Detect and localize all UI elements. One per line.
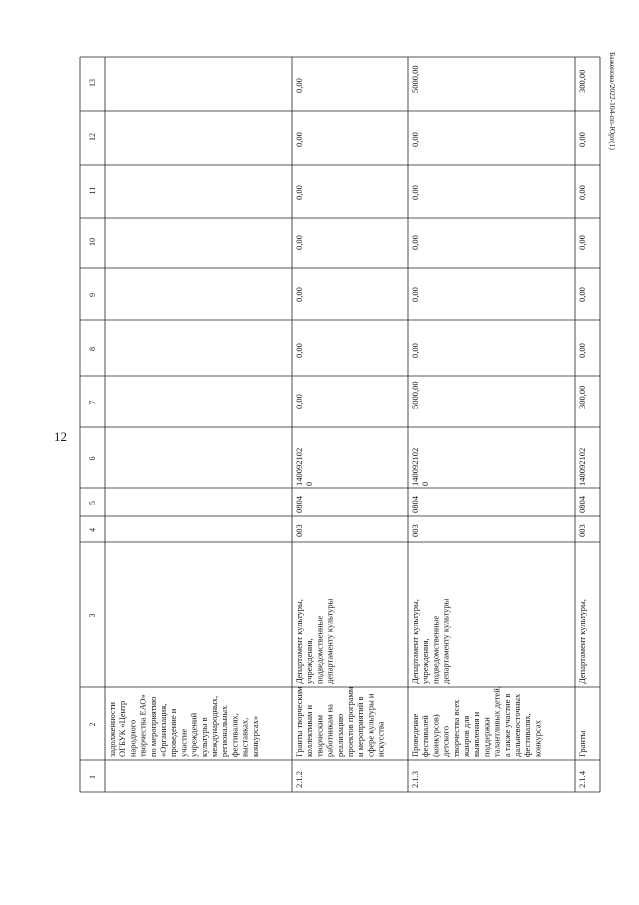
row-amount-c12: 0,00	[294, 132, 304, 147]
row-amount-c12: 0,00	[410, 132, 420, 147]
row-name-line: талантливых детей,	[491, 686, 502, 757]
row-name-line: а также участие в	[501, 693, 512, 757]
column-header-number: 8	[88, 347, 97, 351]
row-name-line: народного	[127, 719, 138, 757]
column-header-number: 4	[88, 528, 97, 532]
column-header-number: 9	[88, 293, 97, 297]
row-executor-line: Департамент культуры,	[410, 599, 420, 684]
row-name-line: международных,	[209, 695, 219, 757]
row-name-line: выставках,	[239, 717, 250, 757]
row-code-target: 140092102	[577, 447, 587, 486]
row-name-line: детского	[440, 725, 451, 757]
row-amount-c13: 5000,00	[410, 65, 420, 93]
page-number: 12	[54, 429, 67, 444]
row-name-line: региональных	[219, 705, 230, 757]
row-amount-c13: 0,00	[294, 78, 304, 93]
column-header-number: 13	[88, 79, 97, 87]
row-amount-c7: 300,00	[577, 385, 587, 409]
row-name-line: конкурсах	[532, 720, 543, 757]
row-name-line: выявления и	[471, 711, 482, 757]
row-name-line: искусства	[375, 721, 386, 757]
footer-document-code: Баженова/2022-104-пп-Юрт(1)	[608, 52, 617, 150]
row-code-gl: 003	[294, 524, 304, 537]
column-header-number: 3	[88, 613, 97, 618]
row-number: 2.1.4	[577, 771, 587, 788]
row-name-line: фестивалей	[420, 715, 431, 757]
row-code-target: 0	[304, 481, 315, 486]
row-name-line: и мероприятий в	[355, 696, 366, 757]
row-name-line: работникам на	[324, 704, 335, 757]
row-name-line: проведение и	[168, 708, 179, 757]
row-amount-c13: 300,00	[577, 69, 587, 93]
column-header-number: 12	[88, 133, 97, 141]
row-amount-c10: 0,00	[410, 235, 420, 250]
row-executor-line: учреждения,	[420, 638, 431, 684]
row-name-line: жанров для	[461, 715, 471, 757]
row-number: 2.1.3	[410, 771, 420, 788]
row-amount-c11: 0,00	[294, 185, 304, 200]
row-name-line: культуры в	[198, 717, 209, 757]
row-name-line: конкурсах»	[249, 715, 260, 757]
row-code-target: 140092102	[410, 447, 420, 486]
row-executor-line: Департамент культуры,	[577, 599, 587, 684]
row-code-section: 0804	[577, 496, 587, 513]
row-executor-line: учреждения,	[304, 638, 315, 684]
row-name-line: ОГБУК «Центр	[117, 700, 128, 757]
row-code-target: 0	[420, 481, 431, 486]
row-name-line: проектов программ	[345, 686, 355, 757]
column-header-number: 2	[88, 722, 97, 727]
row-amount-c12: 0,00	[577, 132, 587, 147]
row-amount-c11: 0,00	[410, 185, 420, 200]
column-header-number: 7	[88, 400, 97, 405]
row-amount-c9: 0,00	[577, 287, 587, 302]
column-header-number: 5	[88, 501, 97, 505]
row-name-line: творчества ЕАО»	[137, 694, 148, 757]
row-amount-c10: 0,00	[294, 235, 304, 250]
row-name-line: по мероприятию	[147, 696, 158, 757]
column-header-number: 10	[88, 238, 97, 246]
row-code-section: 0804	[294, 496, 304, 513]
row-name-line: Проведение	[410, 713, 420, 757]
row-executor-line: департаменту культуры	[440, 598, 451, 684]
row-number: 2.1.2	[294, 771, 304, 788]
row-name-line: фестивалях,	[229, 713, 240, 757]
row-name-line: сфере культуры и	[365, 693, 376, 757]
row-amount-c9: 0,00	[294, 287, 304, 302]
row-amount-c9: 0,00	[410, 287, 420, 302]
row-name-line: творческим	[314, 714, 325, 757]
row-executor-line: подведомственные	[314, 615, 325, 684]
row-name-line: творчества всех	[450, 699, 461, 757]
row-name-line: коллективам и	[304, 704, 315, 757]
column-header-number: 6	[88, 456, 97, 461]
row-amount-c10: 0,00	[577, 235, 587, 250]
row-name-line: «Организация,	[158, 703, 168, 757]
row-name-line: Гранты	[577, 730, 587, 757]
row-amount-c8: 0,00	[294, 343, 304, 358]
row-code-gl: 003	[410, 524, 420, 537]
row-executor-line: подведомственные	[430, 615, 441, 684]
row-code-gl: 003	[577, 524, 587, 537]
row-name-line: дальневосточных	[512, 693, 522, 757]
row-code-target: 140092102	[294, 447, 304, 486]
row-executor-line: Департамент культуры,	[294, 599, 304, 684]
row-name-line: Гранты творческим	[294, 686, 304, 757]
row-amount-c8: 0,00	[577, 343, 587, 358]
row-amount-c11: 0,00	[577, 185, 587, 200]
row-name-line: задолженности	[107, 702, 117, 757]
column-header-number: 11	[88, 186, 97, 195]
row-name-line: участие	[178, 728, 189, 757]
row-code-section: 0804	[410, 496, 420, 513]
row-amount-c8: 0,00	[410, 343, 420, 358]
row-name-line: учреждений	[188, 712, 199, 757]
row-name-line: поддержки	[481, 717, 492, 757]
row-amount-c7: 5000,00	[410, 381, 420, 409]
row-name-line: фестивалях,	[522, 713, 533, 757]
row-amount-c7: 0,00	[294, 394, 304, 409]
row-name-line: (конкурсов)	[430, 714, 441, 757]
column-header-number: 1	[88, 775, 97, 779]
row-executor-line: департаменту культуры	[324, 598, 335, 684]
row-name-line: реализацию	[334, 713, 345, 757]
